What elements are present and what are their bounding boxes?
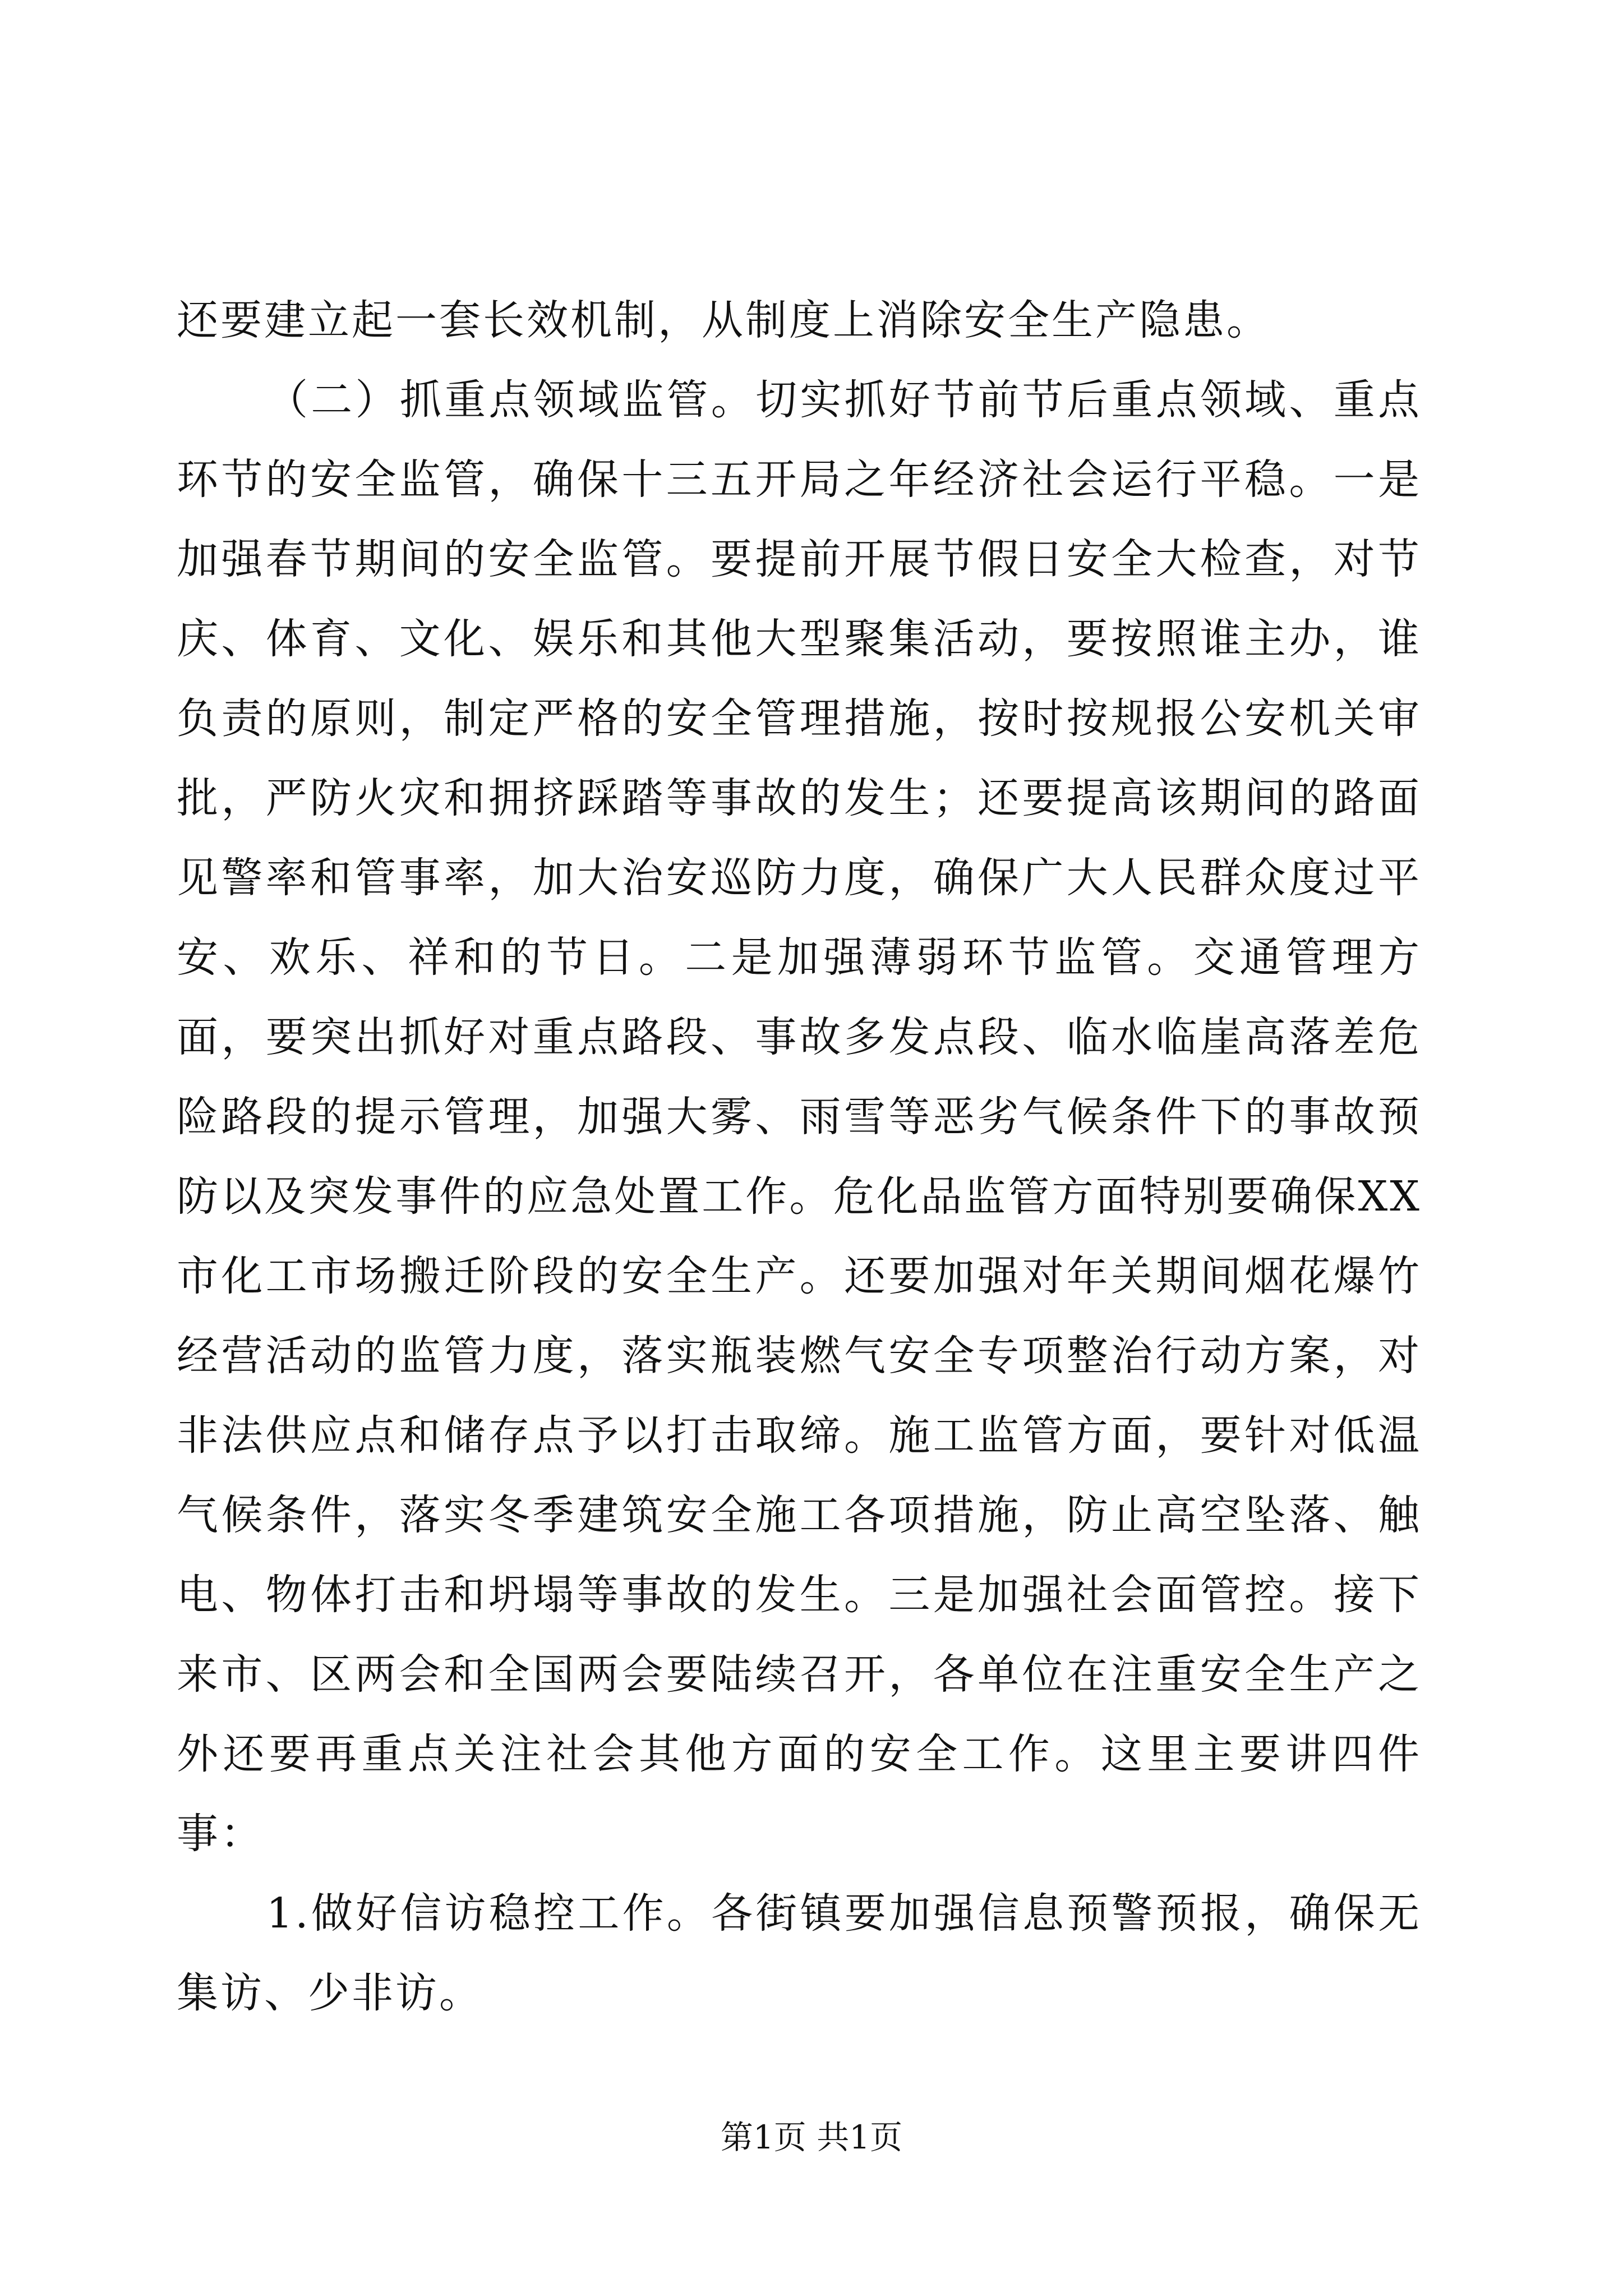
page-footer <box>0 2115 1623 2160</box>
document-body <box>177 280 1422 2033</box>
paragraph-petition-stability: 1.做好信访稳控工作。各街镇要加强信息预警预报，确保无集访、少非访。 <box>177 1889 1422 2017</box>
page-number-label: 第1页 共1页 <box>720 2118 903 2156</box>
paragraph-key-areas-supervision: （二）抓重点领域监管。切实抓好节前节后重点领域、重点环节的安全监管，确保十三五开局之年经济社会运行平稳。一是加强春节期间的安全监管。要提前开展节假日安全大检查，对节庆、体育、文化、娱乐和其他大型聚集活动，要按照谁主办，谁负责的原则，制定严格的安全管理措施，按时按规报公安机关审批，严防火灾和拥挤踩踏等事故的发生；还要提高该期间的路面见警率和管事率，加大治安巡防力度，确保广大人民群众度过平安、欢乐、祥和的节日。二是加强薄弱环节监管。交通管理方面，要突出抓好对重点路段、事故多发点段、临水临崖高落差危险路段的提示管理，加强大雾、雨雪等恶劣气候条件下的事故预防以及突发事件的应急处置工作。危化品监管方面特别要确保XX市化工市场搬迁阶段的安全生产。还要加强对年关期间烟花爆竹经营活动的监管力度，落实瓶装燃气安全专项整治行动方案，对非法供应点和储存点予以打击取缔。施工监管方面，要针对低温气候条件，落实冬季建筑安全施工各项措施，防止高空坠落、触电、物体打击和坍塌等事故的发生。三是加强社会面管控。接下来市、区两会和全国两会要陆续召开，各单位在注重安全生产之外还要再重点关注社会其他方面的安全工作。这里主要讲四件事： <box>177 376 1422 1858</box>
paragraph-continuation: 还要建立起一套长效机制，从制度上消除安全生产隐患。 <box>177 296 1270 344</box>
